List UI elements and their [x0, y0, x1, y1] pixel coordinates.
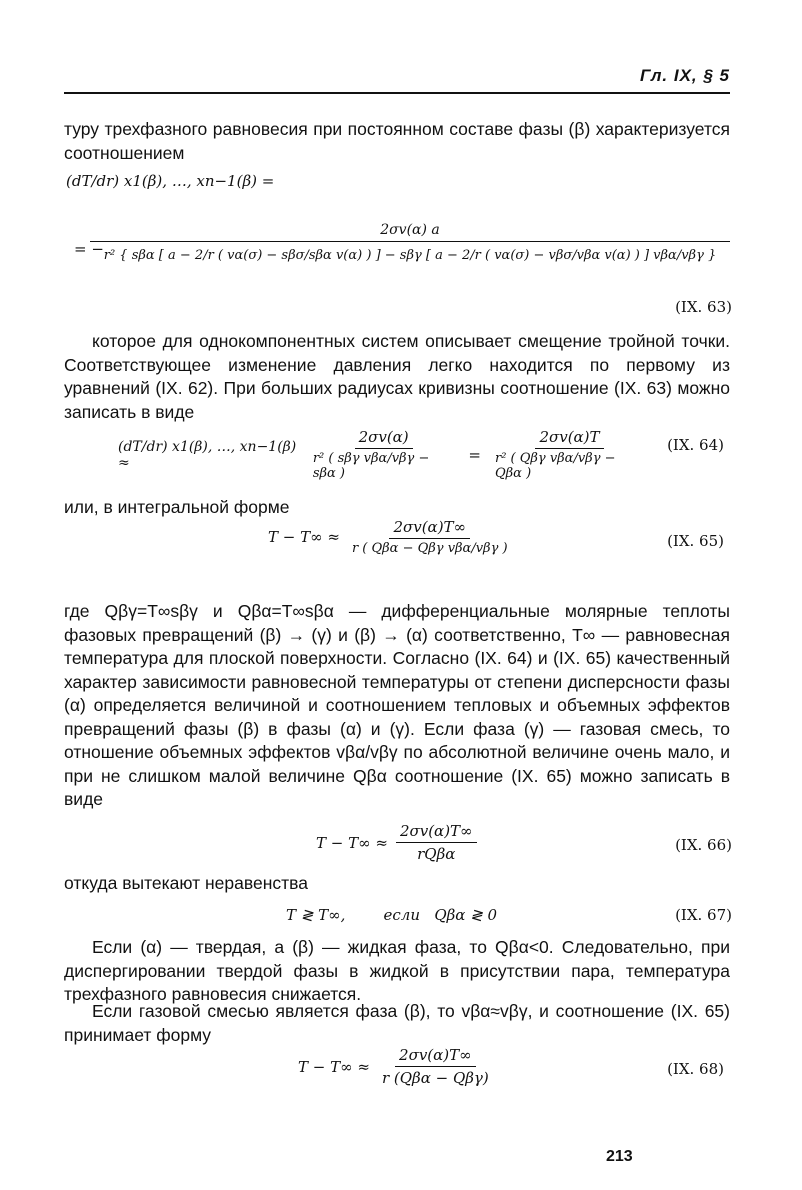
paragraph-2: которое для однокомпонентных систем описывает смещение тройной точки. Соответствующее изменение давления легко находится по первому из уравнений (IX. 62). При больших радиусах кривизны соотношение (IX. 63) можно записать в виде — [64, 331, 730, 422]
equation-68 — [298, 1046, 493, 1087]
eq65-number: (IX. 65) — [667, 532, 724, 550]
eq63-minus-sign: = − — [74, 240, 104, 258]
eq68-numerator: 2σv(α)T∞ — [395, 1046, 476, 1067]
paragraph-5: откуда вытекают неравенства — [64, 873, 308, 893]
eq65-numerator: 2σv(α)T∞ — [389, 518, 470, 539]
eq67-number: (IX. 67) — [675, 906, 732, 924]
eq64-f1-denominator: r² ( sβγ vβα/vβγ − sβα ) — [312, 451, 430, 481]
eq66-number: (IX. 66) — [675, 836, 732, 854]
eq64-fraction-1 — [309, 428, 459, 481]
eq68-lhs: T − T∞ ≈ — [298, 1057, 370, 1076]
eq66-numerator: 2σv(α)T∞ — [396, 822, 477, 843]
eq66-lhs: T − T∞ ≈ — [316, 833, 388, 852]
equation-65 — [268, 518, 512, 556]
eq65-denominator: r ( Qβα − Qβγ vβα/vβγ ) — [351, 541, 508, 556]
equation-63-fraction — [90, 222, 730, 263]
eq64-number: (IX. 64) — [667, 436, 724, 454]
page-number: 213 — [606, 1148, 633, 1165]
eq66-denominator: rQβα — [417, 845, 456, 863]
equation-64 — [118, 428, 648, 481]
eq64-equals: = — [468, 445, 481, 464]
equation-67: T ≷ T∞, если Qβα ≷ 0 — [286, 906, 498, 924]
eq64-f1-numerator: 2σv(α) — [355, 428, 413, 449]
paragraph-4: где Qβγ=T∞sβγ и Qβα=T∞sβα — дифференциальные молярные теплоты фазовых превращений (β) → (γ) и (β) → (α) соответственно, T∞ — равновесная температура для плоской поверхности. Согласно (IX. 64) и (IX. 65) качественный характер зависимости равновесной температуры от степени дисперсности фазы (α) определяется величиной и соотношением тепловых и объемных эффектов превращений фазы (β) в фазы (α) и (γ). Если фаза (γ) — газовая смесь, то отношение объемных эффектов vβα/vβγ по абсолютной величине очень мало, и при не слишком малой величине Qβα соотношение (IX. 65) можно записать в виде — [64, 601, 730, 809]
paragraph-6: Если (α) — твердая, а (β) — жидкая фаза, то Qβα<0. Следовательно, при диспергировании твердой фазы в жидкой в присутствии пара, температура трехфазного равновесия снижается. — [64, 937, 730, 1004]
eq65-fraction — [348, 518, 512, 556]
equation-66 — [316, 822, 477, 863]
eq64-f2-denominator: r² ( Qβγ vβα/vβγ − Qβα ) — [494, 451, 616, 481]
paragraph-7: Если газовой смесью является фаза (β), то vβα≈vβγ, и соотношение (IX. 65) принимает форму — [64, 1001, 730, 1045]
header-rule — [64, 92, 730, 94]
eq66-fraction — [396, 822, 477, 863]
running-head: Гл. IX, § 5 — [640, 66, 730, 85]
eq63-denominator: r² { sβα [ a − 2/r ( vα(σ) − sβσ/sβα v(α) ) ] − sβγ [ a − 2/r ( vα(σ) − vβσ/vβα v(α) ) ] vβα/vβγ } — [90, 241, 730, 263]
eq63-numerator: 2σv(α) a — [380, 222, 440, 238]
paragraph-1: туру трехфазного равновесия при постоянном составе фазы (β) характеризуется соотношением — [64, 119, 730, 163]
eq64-f2-numerator: 2σv(α)T — [535, 428, 603, 449]
equation-63-lhs — [66, 172, 274, 190]
eq64-fraction-2 — [491, 428, 648, 481]
eq68-number: (IX. 68) — [667, 1060, 724, 1078]
eq64-lhs: (dT/dr) x1(β), …, xn−1(β) ≈ — [118, 438, 297, 471]
eq68-denominator: r (Qβα − Qβγ) — [381, 1069, 489, 1087]
eq63-lhs-text: (dT/dr) x1(β), …, xn−1(β) = — [66, 172, 275, 190]
eq63-number: (IX. 63) — [675, 298, 732, 316]
eq65-lhs: T − T∞ ≈ — [268, 528, 340, 546]
paragraph-3: или, в интегральной форме — [64, 497, 290, 517]
eq68-fraction — [378, 1046, 493, 1087]
